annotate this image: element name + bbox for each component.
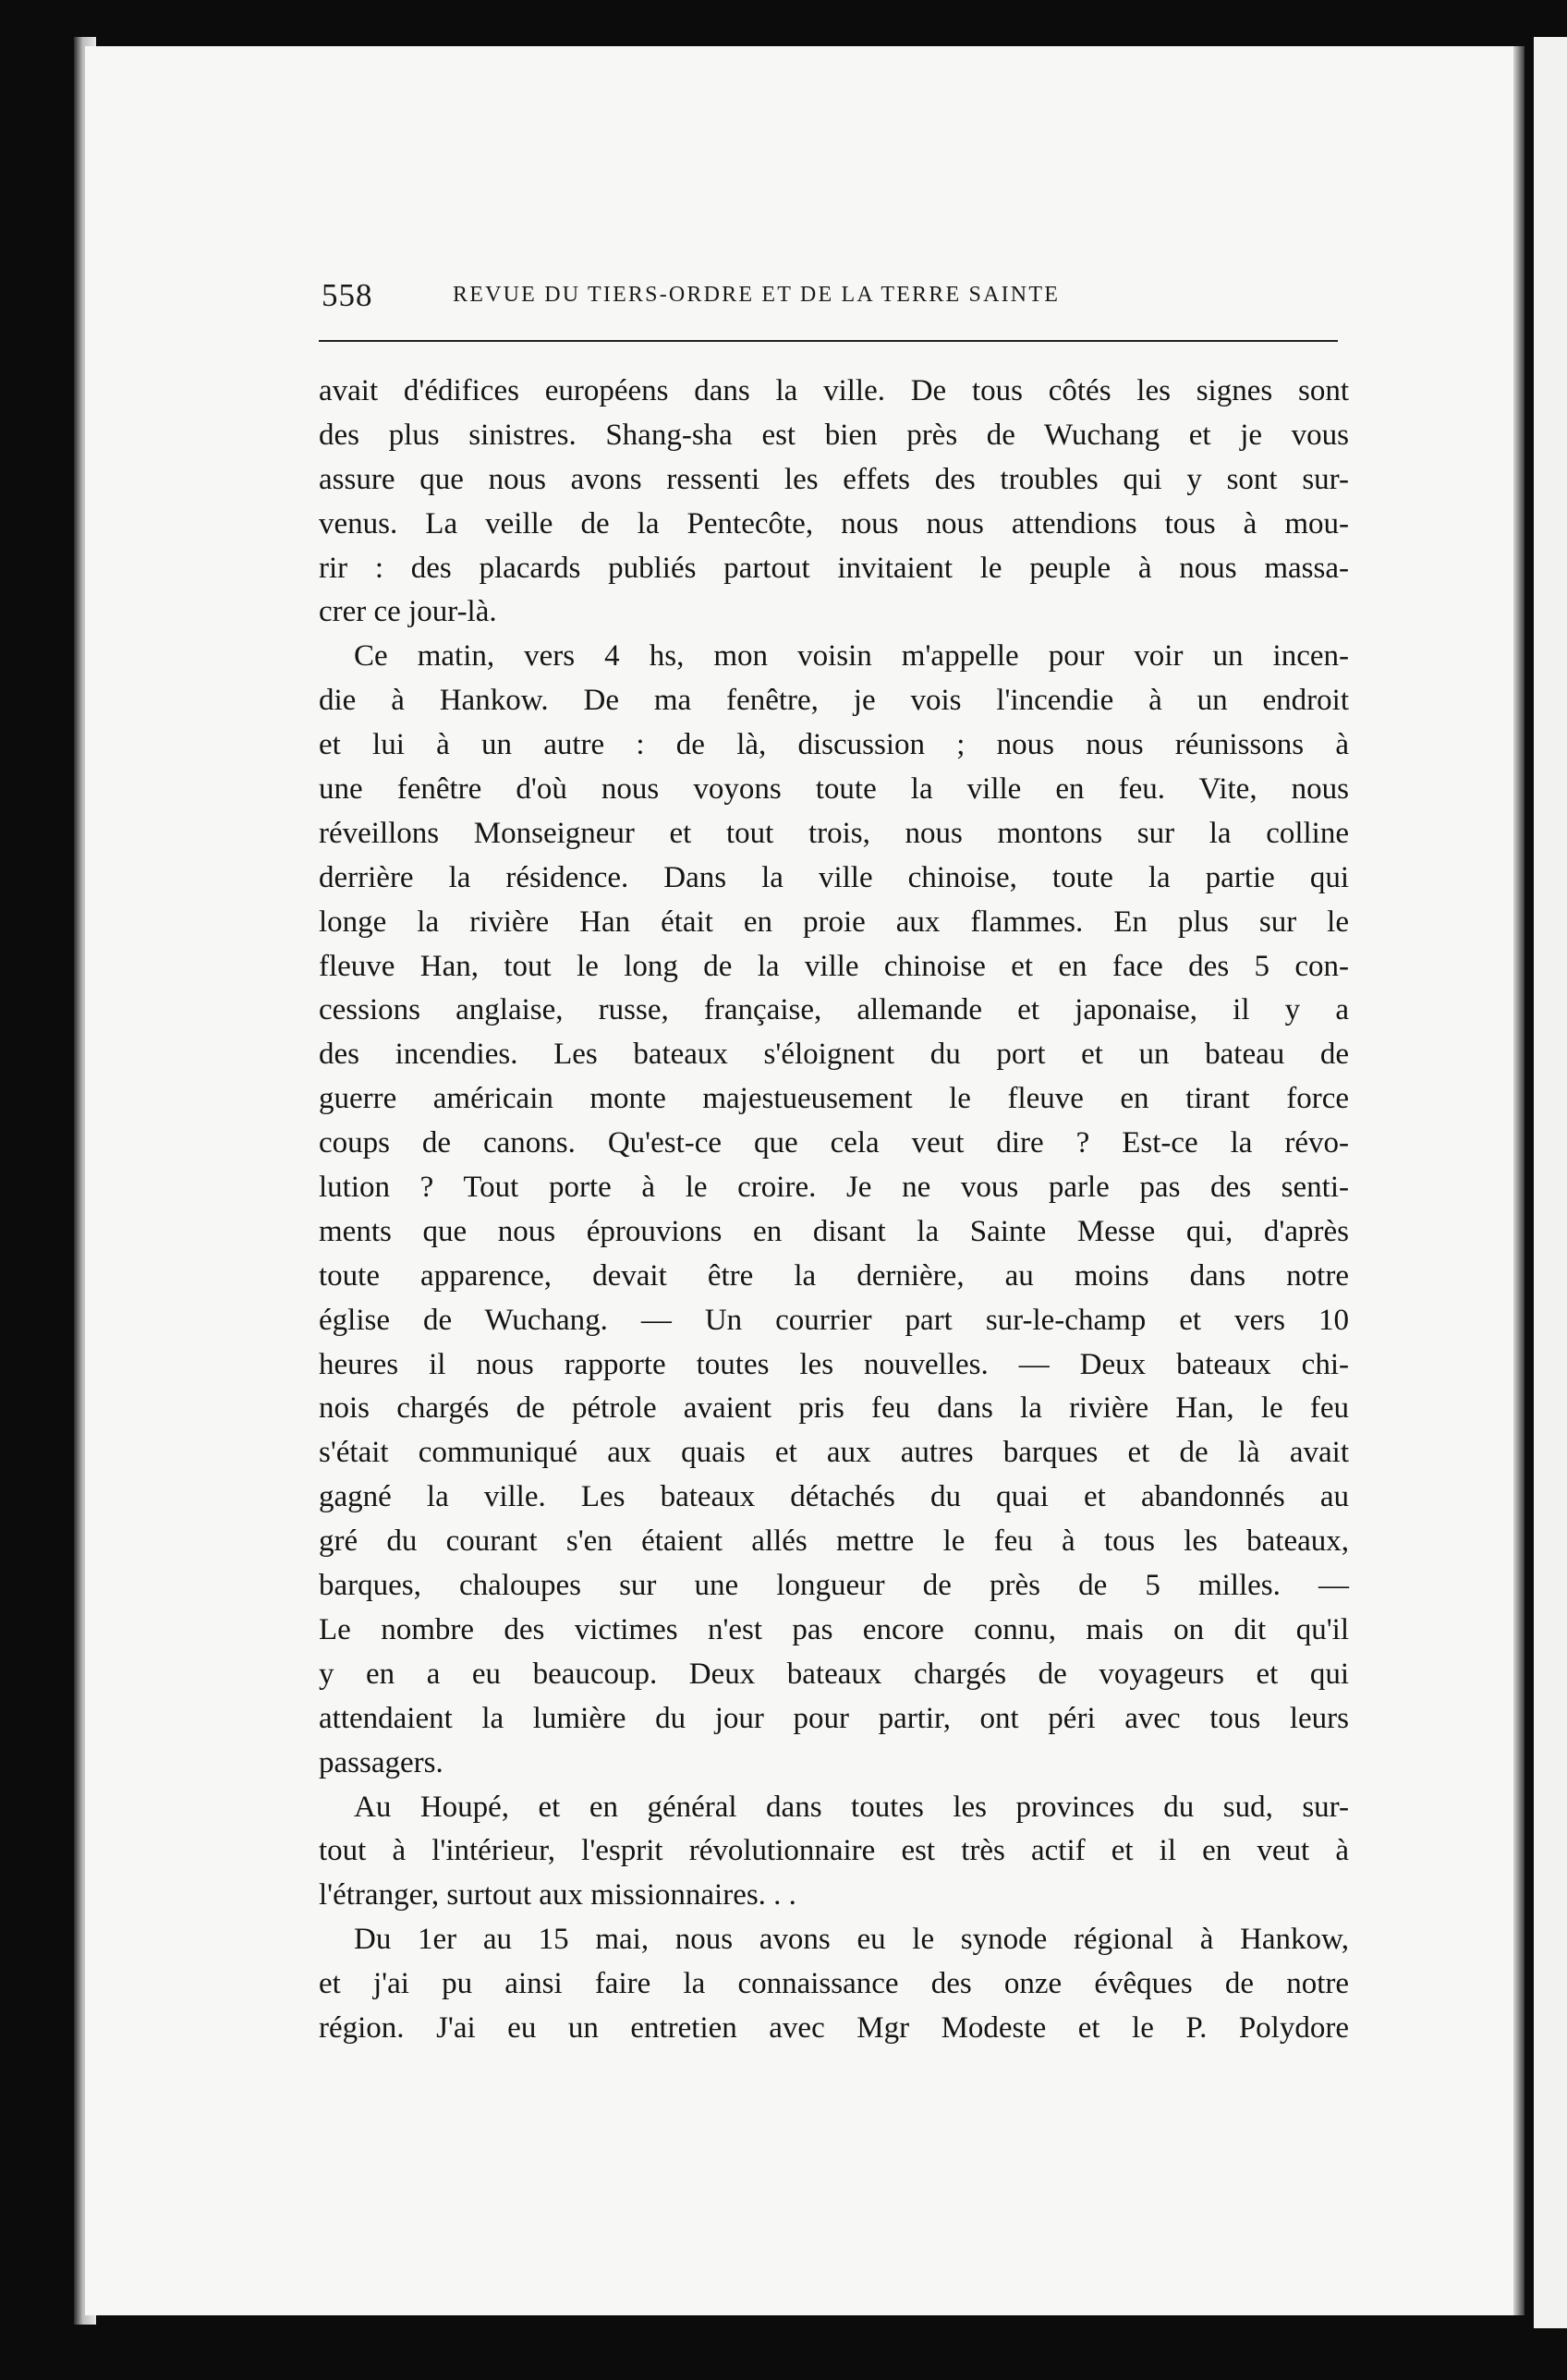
text-line: y en a eu beaucoup. Deux bateaux chargés de voyageurs et qui <box>319 1657 1349 1691</box>
text-line: longe la rivière Han était en proie aux flammes. En plus sur le <box>319 905 1349 939</box>
text-line: tout à l'intérieur, l'esprit révolutionnaire est très actif et il en veut à <box>319 1834 1349 1868</box>
text-line: ments que nous éprouvions en disant la Sainte Messe qui, d'après <box>319 1214 1349 1248</box>
text-line: et j'ai pu ainsi faire la connaissance des onze évêques de notre <box>319 1967 1349 2001</box>
text-line: barques, chaloupes sur une longueur de près de 5 milles. — <box>319 1569 1349 1603</box>
adjacent-page-sliver <box>1534 37 1567 2328</box>
text-line: des incendies. Les bateaux s'éloignent du port et un bateau de <box>319 1038 1349 1072</box>
journal-title: REVUE DU TIERS-ORDRE ET DE LA TERRE SAINTE <box>453 283 1061 307</box>
text-line: coups de canons. Qu'est-ce que cela veut dire ? Est-ce la révo- <box>319 1126 1349 1160</box>
text-line: heures il nous rapporte toutes les nouvelles. — Deux bateaux chi- <box>319 1347 1349 1381</box>
text-line: nois chargés de pétrole avaient pris feu dans la rivière Han, le feu <box>319 1391 1349 1426</box>
text-line: cessions anglaise, russe, française, allemande et japonaise, il y a <box>319 993 1349 1027</box>
text-line: gagné la ville. Les bateaux détachés du quai et abandonnés au <box>319 1480 1349 1514</box>
text-line: Au Houpé, et en général dans toutes les provinces du sud, sur- <box>354 1790 1349 1824</box>
text-line: guerre américain monte majestueusement le fleuve en tirant force <box>319 1082 1349 1116</box>
text-line: région. J'ai eu un entretien avec Mgr Modeste et le P. Polydore <box>319 2010 1349 2045</box>
page-number: 558 <box>322 277 373 313</box>
text-line: lution ? Tout porte à le croire. Je ne vous parle pas des senti- <box>319 1171 1349 1205</box>
text-line: fleuve Han, tout le long de la ville chinoise et en face des 5 con- <box>319 949 1349 983</box>
text-line: toute apparence, devait être la dernière, au moins dans notre <box>319 1258 1349 1293</box>
text-line: s'était communiqué aux quais et aux autres barques et de là avait <box>319 1436 1349 1470</box>
text-line: assure que nous avons ressenti les effets des troubles qui y sont sur- <box>319 462 1349 496</box>
text-line: réveillons Monseigneur et tout trois, nous montons sur la colline <box>319 816 1349 850</box>
text-line: église de Wuchang. — Un courrier part sur-le-champ et vers 10 <box>319 1303 1349 1337</box>
text-line: Ce matin, vers 4 hs, mon voisin m'appelle pour voir un incen- <box>354 639 1349 674</box>
text-line: venus. La veille de la Pentecôte, nous nous attendions tous à mou- <box>319 506 1349 540</box>
running-head <box>322 277 1338 323</box>
text-line: des plus sinistres. Shang-sha est bien près de Wuchang et je vous <box>319 418 1349 452</box>
text-line: attendaient la lumière du jour pour partir, ont péri avec tous leurs <box>319 1701 1349 1735</box>
text-line: et lui à un autre : de là, discussion ; nous nous réunissons à <box>319 728 1349 762</box>
scan-page-right-edge <box>1513 46 1524 2315</box>
text-line: die à Hankow. De ma fenêtre, je vois l'incendie à un endroit <box>319 684 1349 718</box>
text-line: l'étranger, surtout aux missionnaires. . . <box>319 1878 796 1912</box>
text-line: une fenêtre d'où nous voyons toute la ville en feu. Vite, nous <box>319 772 1349 807</box>
text-line: derrière la résidence. Dans la ville chinoise, toute la partie qui <box>319 860 1349 894</box>
text-line: Du 1er au 15 mai, nous avons eu le synode régional à Hankow, <box>354 1923 1349 1957</box>
text-line: Le nombre des victimes n'est pas encore connu, mais on dit qu'il <box>319 1612 1349 1646</box>
text-line: passagers. <box>319 1745 443 1779</box>
text-line: avait d'édifices européens dans la ville. De tous côtés les signes sont <box>319 374 1349 407</box>
text-line: crer ce jour-là. <box>319 595 497 629</box>
text-line: rir : des placards publiés partout invitaient le peuple à nous massa- <box>319 551 1349 585</box>
body-text <box>319 370 1349 2051</box>
header-rule <box>319 340 1338 342</box>
text-line: gré du courant s'en étaient allés mettre le feu à tous les bateaux, <box>319 1524 1349 1559</box>
